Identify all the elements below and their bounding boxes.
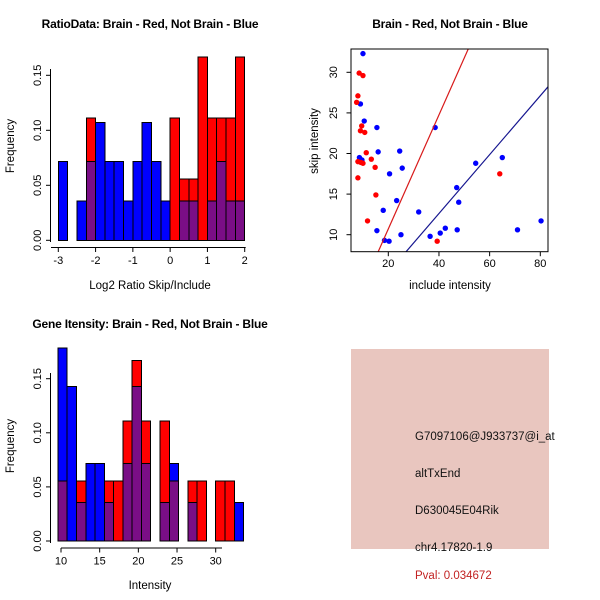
histogram-bar (216, 481, 225, 541)
scatter-y-axis-label: skip intensity (309, 108, 321, 174)
histogram-bar (58, 348, 67, 481)
gene-y-axis-label: Frequency (5, 418, 17, 474)
histogram-bar (123, 421, 132, 464)
gene-histogram-title: Gene Itensity: Brain - Red, Not Brain - Blue (32, 317, 268, 331)
x-tick-label: 15 (93, 555, 106, 568)
x-tick-label: 20 (382, 258, 395, 270)
scatter-point-red (360, 161, 365, 166)
x-tick-label: 2 (241, 255, 248, 267)
scatter-point-blue (455, 227, 460, 232)
scatter-point-blue (398, 232, 403, 237)
scatter-point-blue (500, 155, 505, 160)
panel-gene-intensity-histogram (0, 300, 300, 600)
histogram-bar-overlap (160, 502, 169, 541)
scatter-point-red (362, 130, 367, 135)
scatter-point-blue (360, 51, 365, 56)
histogram-bar (105, 162, 114, 241)
scatter-point-blue (374, 125, 379, 130)
panel-intensity-scatter (300, 0, 600, 300)
y-tick-label: 0.00 (32, 229, 44, 252)
scatter-point-red (355, 93, 360, 98)
scatter-point-blue (374, 228, 379, 233)
x-tick-label: 1 (204, 255, 211, 267)
panel-ratio-histogram (0, 0, 300, 300)
panel-gene-info (300, 300, 600, 600)
histogram-bar-overlap (188, 502, 197, 541)
histogram-bar (198, 57, 207, 240)
histogram-bar (235, 57, 244, 201)
scatter-point-blue (438, 230, 443, 235)
scatter-point-blue (381, 208, 386, 213)
ratio-histogram-title: RatioData: Brain - Red, Not Brain - Blue (41, 17, 259, 31)
histogram-bar-overlap (86, 162, 95, 241)
not-brain-fit-line (406, 87, 548, 252)
x-tick-label: 80 (534, 258, 547, 270)
histogram-bar (141, 421, 150, 464)
scatter-point-blue (375, 149, 380, 154)
histogram-bar (188, 481, 197, 502)
event-type-text: altTxEnd (415, 468, 461, 480)
scatter-point-red (359, 123, 364, 128)
histogram-bar-overlap (76, 502, 85, 541)
histogram-bar (132, 361, 141, 387)
y-tick-label: 15 (328, 187, 340, 201)
scatter-title: Brain - Red, Not Brain - Blue (372, 17, 528, 31)
y-tick-label: 0.15 (32, 367, 44, 390)
scatter-point-blue (538, 218, 543, 223)
x-tick-label: 60 (483, 258, 496, 270)
histogram-bar (114, 162, 123, 241)
x-tick-label: 40 (432, 258, 446, 270)
scatter-point-blue (400, 165, 405, 170)
histogram-bar-overlap (169, 481, 178, 541)
x-tick-label: 25 (170, 555, 184, 568)
histogram-bar (170, 118, 179, 240)
x-tick-label: -3 (53, 255, 64, 267)
histogram-bar (189, 179, 198, 201)
histogram-bar (67, 386, 76, 541)
scatter-x-axis-label: include intensity (409, 280, 491, 292)
scatter-point-blue (443, 226, 448, 231)
y-tick-label: 0.15 (32, 64, 44, 87)
scatter-point-blue (454, 185, 459, 190)
histogram-bar-overlap (217, 162, 226, 241)
histogram-bar-overlap (235, 201, 244, 240)
x-tick-label: -1 (127, 255, 138, 267)
ratio-x-axis-label: Log2 Ratio Skip/Include (89, 280, 211, 292)
y-tick-label: 30 (328, 66, 340, 79)
scatter-point-red (360, 73, 365, 78)
histogram-bar-overlap (123, 464, 132, 541)
gene-info-box (351, 349, 555, 582)
x-tick-label: -2 (90, 255, 101, 267)
histogram-bar-overlap (189, 201, 198, 240)
histogram-bar (76, 481, 85, 502)
locus-text: chr4.17820-1.9 (415, 542, 493, 554)
histogram-bar (169, 464, 178, 481)
scatter-point-blue (416, 209, 421, 214)
histogram-bar (207, 118, 216, 201)
histogram-bar (124, 201, 133, 240)
y-tick-label: 0.10 (32, 119, 44, 142)
pval-text: Pval: 0.034672 (415, 570, 492, 582)
y-tick-label: 20 (328, 147, 340, 160)
scatter-point-blue (362, 118, 367, 123)
y-tick-label: 0.00 (32, 530, 44, 552)
histogram-bar (217, 118, 226, 162)
gene-name-text: D630045E04Rik (415, 505, 499, 517)
scatter-point-red (369, 156, 374, 161)
histogram-bar-overlap (207, 201, 216, 240)
y-tick-label: 25 (328, 106, 340, 120)
histogram-bar-overlap (132, 386, 141, 541)
histogram-bar (86, 464, 95, 541)
y-tick-label: 0.05 (32, 476, 44, 498)
histogram-bar (96, 122, 105, 240)
histogram-bar (226, 118, 235, 201)
histogram-bar (104, 481, 113, 502)
scatter-point-blue (387, 171, 392, 176)
y-tick-label: 10 (328, 228, 340, 241)
scatter-point-blue (394, 198, 399, 203)
brain-fit-line (378, 49, 468, 252)
histogram-bar (114, 481, 123, 541)
histogram-bar (225, 481, 234, 541)
y-tick-label: 0.05 (32, 174, 44, 197)
histogram-bar (142, 122, 151, 240)
x-tick-label: 30 (209, 555, 222, 568)
histogram-bar-overlap (141, 464, 150, 541)
histogram-bar-overlap (226, 201, 235, 240)
scatter-point-red (434, 238, 439, 243)
histogram-bar (95, 464, 104, 541)
scatter-point-blue (386, 238, 391, 243)
histogram-bar (197, 481, 206, 541)
histogram-bar (161, 201, 170, 240)
histogram-bar (160, 421, 169, 503)
scatter-point-blue (515, 227, 520, 232)
x-tick-label: 0 (167, 255, 174, 267)
ratio-histogram-plot (0, 0, 300, 300)
plot-box (351, 49, 548, 252)
histogram-bar-overlap (104, 502, 113, 541)
scatter-point-red (364, 150, 369, 155)
scatter-point-red (354, 100, 359, 105)
scatter-point-blue (427, 234, 432, 239)
histogram-bar (86, 118, 95, 162)
scatter-point-red (355, 175, 360, 180)
ratio-y-axis-label: Frequency (5, 118, 17, 174)
histogram-bar (234, 502, 243, 541)
y-tick-label: 0.10 (32, 422, 44, 444)
scatter-point-red (497, 171, 502, 176)
intensity-scatter-plot (300, 0, 600, 300)
x-tick-label: 10 (54, 555, 68, 568)
scatter-point-red (373, 192, 378, 197)
histogram-bar (77, 201, 86, 240)
scatter-point-red (365, 218, 370, 223)
histogram-bar (58, 162, 67, 241)
histogram-bar-overlap (179, 201, 188, 240)
x-tick-label: 20 (132, 555, 145, 568)
histogram-bar (179, 179, 188, 201)
gene-x-axis-label: Intensity (128, 580, 172, 592)
histogram-bar-overlap (58, 481, 67, 541)
histogram-bar (152, 162, 161, 241)
scatter-point-blue (397, 148, 402, 153)
scatter-point-blue (473, 161, 478, 166)
gene-intensity-histogram-plot (0, 300, 300, 600)
histogram-bar (133, 162, 142, 241)
scatter-point-blue (456, 200, 461, 205)
scatter-point-red (372, 165, 377, 170)
probe-id-text: G7097106@J933737@i_at (415, 431, 555, 443)
